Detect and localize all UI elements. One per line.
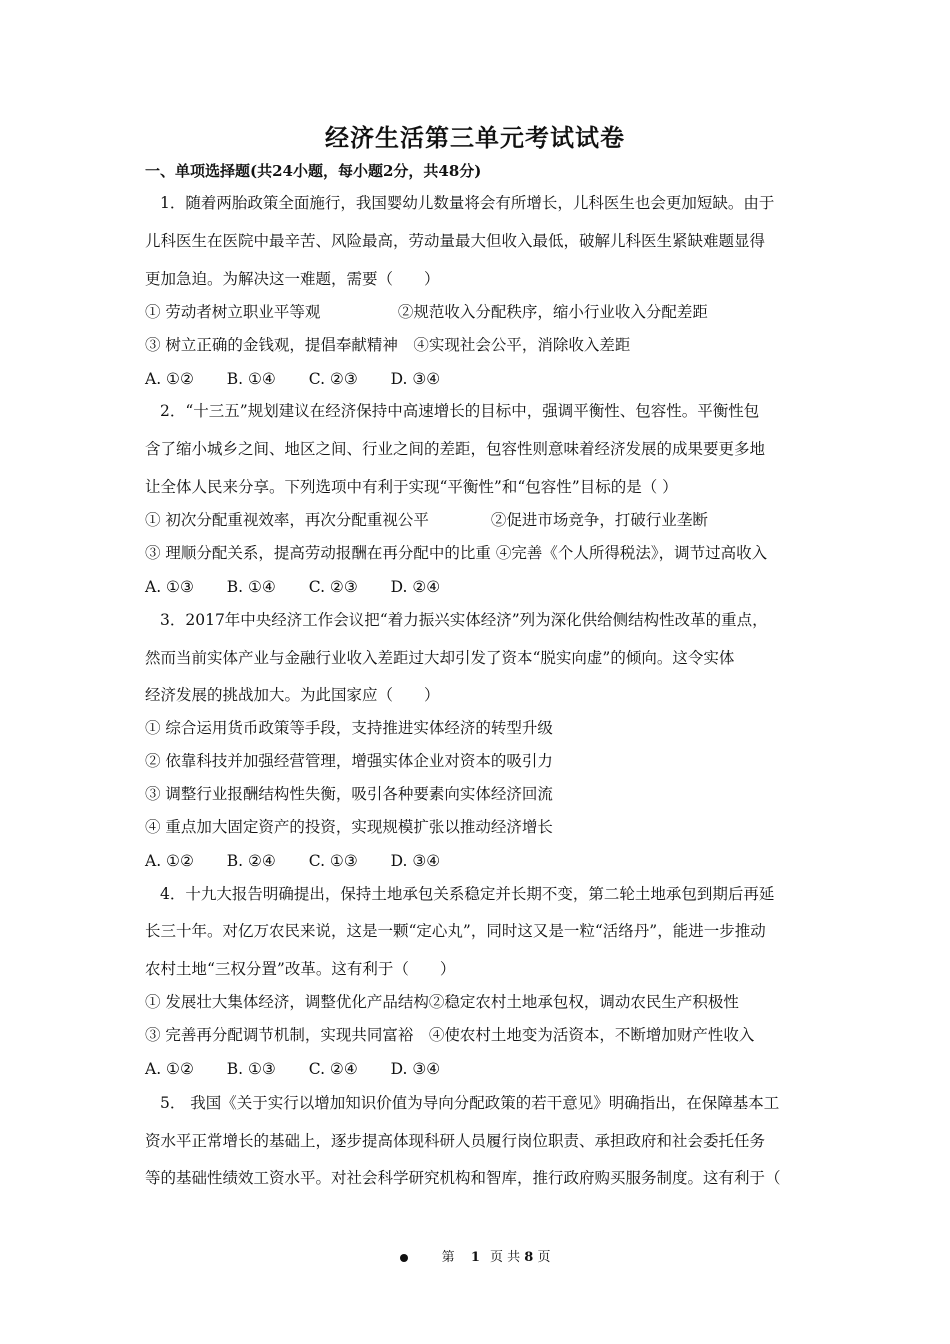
footer-middle: 页 共 (490, 1250, 521, 1265)
q2-stem-line-3: 让全体人民来分享。下列选项中有利于实现“平衡性”和“包容性”目标的是（ ） (145, 478, 678, 496)
q4-stem-line-3: 农村土地“三权分置”改革。这有利于（ ） (145, 960, 456, 978)
q3-stem-line-1: 3．2017年中央经济工作会议把“着力振兴实体经济”列为深化供给侧结构性改革的重点， (160, 611, 768, 629)
q3-option-line-3: ③ 调整行业报酬结构性失衡，吸引各种要素向实体经济回流 (145, 785, 553, 803)
q3-stem-line-3: 经济发展的挑战加大。为此国家应（ ） (145, 686, 440, 704)
bullet-icon (400, 1254, 408, 1262)
section-heading: 一、单项选择题(共24小题，每小题2分，共48分) (145, 162, 482, 180)
q2-answers (145, 577, 825, 597)
q2-answer-b[interactable]: B. ①④ (226, 578, 276, 596)
q1-stem-line-1: 1．随着两胎政策全面施行，我国婴幼儿数量将会有所增长，儿科医生也会更加短缺。由于 (160, 194, 775, 212)
q1-answer-c[interactable]: C. ②③ (308, 370, 358, 388)
q2-stem-line-1: 2．“十三五”规划建议在经济保持中高速增长的目标中，强调平衡性、包容性。平衡性包 (160, 402, 760, 420)
q4-answer-c[interactable]: C. ②④ (308, 1060, 358, 1078)
q4-stem-line-2: 长三十年。对亿万农民来说，这是一颗“定心丸”，同时这又是一粒“活络丹”，能进一步推动 (145, 922, 766, 940)
q5-stem-line-3: 等的基础性绩效工资水平。对社会科学研究机构和智库，推行政府购买服务制度。这有利于（ (145, 1169, 781, 1187)
q1-option-line-1: ① 劳动者树立职业平等观 ②规范收入分配秩序，缩小行业收入分配差距 (145, 303, 708, 321)
q1-answer-d[interactable]: D. ③④ (390, 370, 441, 388)
q4-option-line-1: ① 发展壮大集体经济，调整优化产品结构②稳定农村土地承包权，调动农民生产积极性 (145, 993, 739, 1011)
q3-option-line-1: ① 综合运用货币政策等手段，支持推进实体经济的转型升级 (145, 719, 553, 737)
footer-prefix: 第 (441, 1250, 455, 1265)
q4-stem-line-1: 4．十九大报告明确提出，保持土地承包关系稳定并长期不变，第二轮土地承包到期后再延 (160, 885, 775, 903)
q2-answer-c[interactable]: C. ②③ (308, 578, 358, 596)
q2-option-line-2: ③ 理顺分配关系，提高劳动报酬在再分配中的比重 ④完善《个人所得税法》，调节过高收入 (145, 544, 768, 562)
q3-option-line-2: ② 依靠科技并加强经营管理，增强实体企业对资本的吸引力 (145, 752, 553, 770)
q3-answer-c[interactable]: C. ①③ (308, 852, 358, 870)
q3-answer-d[interactable]: D. ③④ (390, 852, 441, 870)
q3-answers (145, 851, 825, 871)
q4-answer-a[interactable]: A. ①② (145, 1060, 194, 1078)
footer-suffix: 页 (537, 1250, 551, 1265)
q1-stem-line-3: 更加急迫。为解决这一难题，需要（ ） (145, 270, 440, 288)
q1-answer-a[interactable]: A. ①② (145, 370, 194, 388)
q1-option-line-2: ③ 树立正确的金钱观，提倡奉献精神 ④实现社会公平，消除收入差距 (145, 336, 631, 354)
q4-option-line-2: ③ 完善再分配调节机制，实现共同富裕 ④使农村土地变为活资本，不断增加财产性收入 (145, 1026, 755, 1044)
q2-answer-a[interactable]: A. ①③ (145, 578, 194, 596)
page-footer (0, 1246, 950, 1265)
q1-answer-b[interactable]: B. ①④ (226, 370, 276, 388)
page-title: 经济生活第三单元考试试卷 (325, 123, 625, 152)
q1-stem-line-2: 儿科医生在医院中最辛苦、风险最高，劳动量最大但收入最低，破解儿科医生紧缺难题显得 (145, 232, 766, 250)
q2-option-line-1: ① 初次分配重视效率，再次分配重视公平 ②促进市场竞争，打破行业垄断 (145, 511, 708, 529)
q4-answer-d[interactable]: D. ③④ (390, 1060, 441, 1078)
footer-total-pages: 8 (524, 1250, 534, 1265)
q1-answers (145, 369, 825, 389)
q2-stem-line-2: 含了缩小城乡之间、地区之间、行业之间的差距，包容性则意味着经济发展的成果要更多地 (145, 440, 766, 458)
q3-option-line-4: ④ 重点加大固定资产的投资，实现规模扩张以推动经济增长 (145, 818, 553, 836)
q2-answer-d[interactable]: D. ②④ (390, 578, 441, 596)
q4-answer-b[interactable]: B. ①③ (226, 1060, 276, 1078)
q3-answer-b[interactable]: B. ②④ (226, 852, 276, 870)
q3-stem-line-2: 然而当前实体产业与金融行业收入差距过大却引发了资本“脱实向虚”的倾向。这令实体 (145, 649, 735, 667)
footer-page-number: 1 (470, 1250, 480, 1265)
q5-stem-line-2: 资水平正常增长的基础上，逐步提高体现科研人员履行岗位职责、承担政府和社会委托任务 (145, 1132, 766, 1150)
q4-answers (145, 1059, 825, 1079)
q5-stem-line-1: 5． 我国《关于实行以增加知识价值为导向分配政策的若干意见》明确指出，在保障基本工 (160, 1094, 780, 1112)
q3-answer-a[interactable]: A. ①② (145, 852, 194, 870)
